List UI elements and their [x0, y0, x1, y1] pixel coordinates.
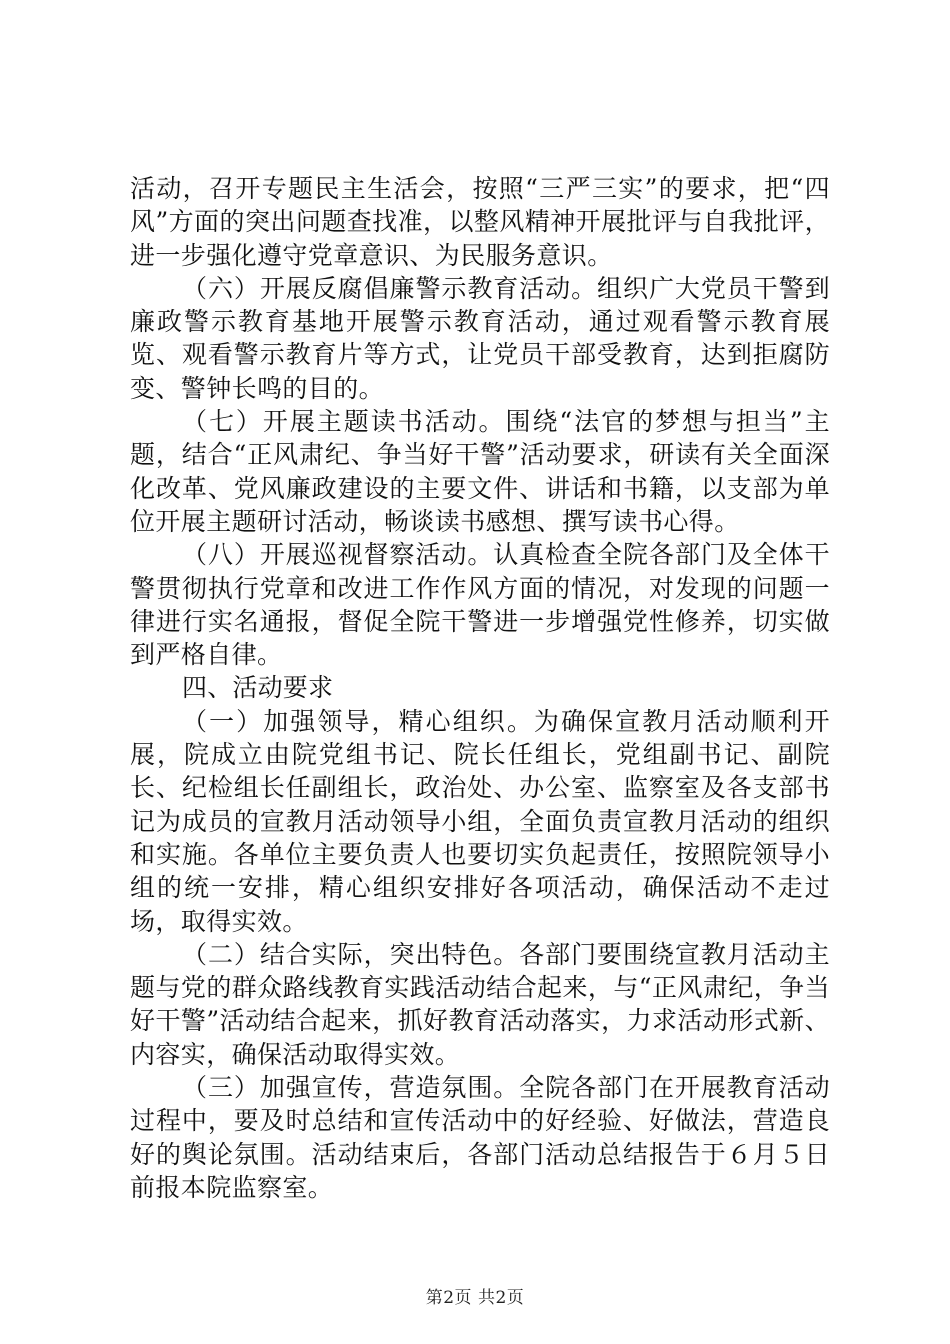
- paragraph-requirement-2: （二）结合实际，突出特色。各部门要围绕宣教月活动主题与党的群众路线教育实践活动结合起来，与“正风肃纪，争当好干警”活动结合起来，抓好教育活动落实，力求活动形式新、内容实，确保活动取得实效。: [130, 939, 830, 1069]
- paragraph-requirement-1: （一）加强领导，精心组织。为确保宣教月活动顺利开展，院成立由院党组书记、院长任组长，党组副书记、副院长、纪检组长任副组长，政治处、办公室、监察室及各支部书记为成员的宣教月活动领导小组，全面负责宣教月活动的组织和实施。各单位主要负责人也要切实负起责任，按照院领导小组的统一安排，精心组织安排好各项活动，确保活动不走过场，取得实效。: [130, 706, 830, 936]
- document-body: [130, 172, 830, 1204]
- paragraph-continuation: 活动，召开专题民主生活会，按照“三严三实”的要求，把“四风”方面的突出问题查找准，以整风精神开展批评与自我批评，进一步强化遵守党章意识、为民服务意识。: [130, 174, 830, 270]
- paragraph-item-8: （八）开展巡视督察活动。认真检查全院各部门及全体干警贯彻执行党章和改进工作作风方面的情况，对发现的问题一律进行实名通报，督促全院干警进一步增强党性修养，切实做到严格自律。: [130, 540, 830, 670]
- section-heading-requirements: 四、活动要求: [182, 673, 334, 703]
- paragraph-item-7: （七）开展主题读书活动。围绕“法官的梦想与担当”主题，结合“正风肃纪、争当好干警”活动要求，研读有关全面深化改革、党风廉政建设的主要文件、讲话和书籍，以支部为单位开展主题研讨活动，畅谈读书感想、撰写读书心得。: [130, 407, 830, 536]
- paragraph-requirement-3: （三）加强宣传，营造氛围。全院各部门在开展教育活动过程中，要及时总结和宣传活动中的好经验、好做法，营造良好的舆论氛围。活动结束后，各部门活动总结报告于６月５日前报本院监察室。: [130, 1073, 830, 1202]
- paragraph-item-6: （六）开展反腐倡廉警示教育活动。组织广大党员干警到廉政警示教育基地开展警示教育活动，通过观看警示教育展览、观看警示教育片等方式，让党员干部受教育，达到拒腐防变、警钟长鸣的目的。: [130, 273, 830, 403]
- page-footer: 第2页 共2页: [425, 1288, 525, 1308]
